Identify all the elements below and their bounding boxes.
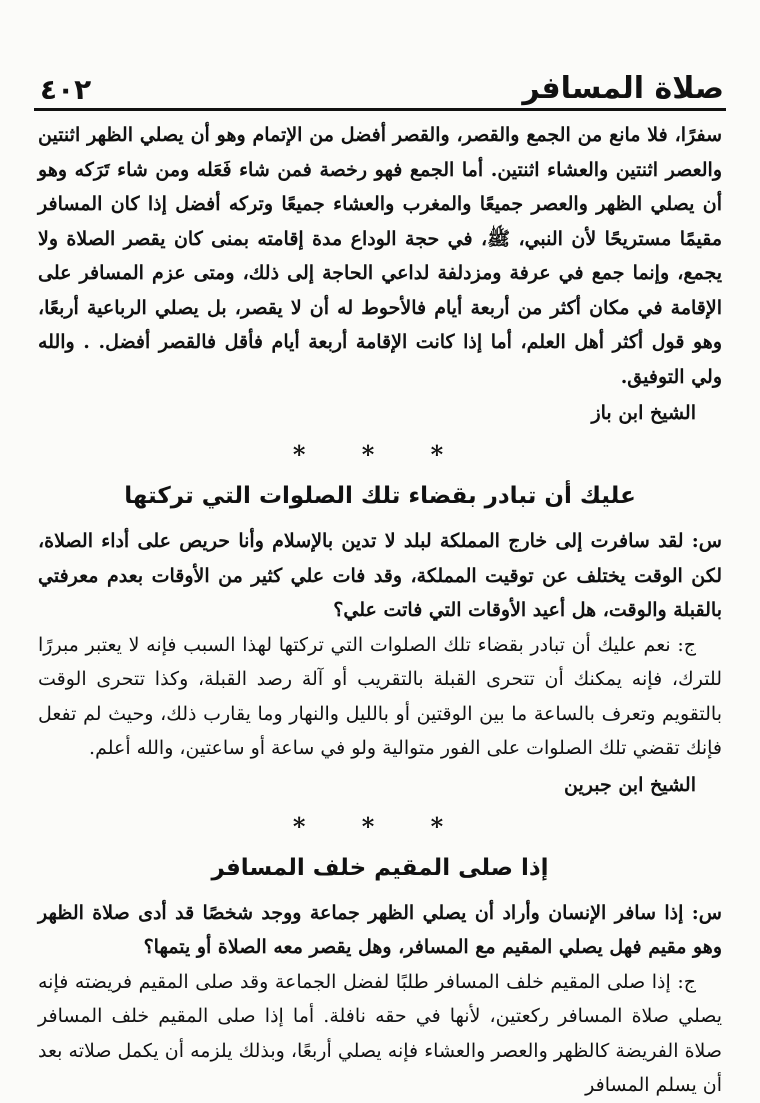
section-heading-resident-behind-traveler: إذا صلى المقيم خلف المسافر bbox=[211, 854, 549, 881]
section-separator: * * * bbox=[292, 811, 468, 841]
continuation-paragraph: سفرًا، فلا مانع من الجمع والقصر، والقصر أفضل من الإتمام وهو أن يصلي الظهر اثنتين والعصر اثنتين والعشاء اثنتين. أما الجمع فهو رخصة فمن شاء فَعَله ومن شاء تَرَكه وهو أن يصلي الظهر والعصر جميعًا والمغرب والعشاء جميعًا وتركه أفضل إذا كان المسافر مقيمًا مستريحًا لأن النبي، ﷺ، في حجة الوداع مدة إقامته بمنى كان يقصر الصلاة ولا يجمع، وإنما جمع في عرفة ومزدلفة لداعي الحاجة إلى ذلك، ومتى عزم المسافر على الإقامة في مكان أكثر من أربعة أيام فالأحوط له أن لا يقصر، بل يصلي الرباعية أربعًا، وهو قول أكثر أهل العلم، أما إذا كانت الإقامة أربعة أيام فأقل فالقصر أفضل. . والله ولي التوفيق. bbox=[38, 124, 722, 388]
answer-paragraph: ج: إذا صلى المقيم خلف المسافر طلبًا لفضل الجماعة وقد صلى المقيم فريضته فإنه يصلي صلاة المسافر ركعتين، لأنها في حقه نافلة. أما إذا صلى المقيم خلف المسافر صلاة الفريضة كالظهر والعصر والعشاء فإنه يصلي أربعًا، وبذلك يلزمه أن يكمل صلاته بعد أن يسلم المسافر bbox=[38, 970, 722, 1096]
signature-ibn-jibrin: الشيخ ابن جبرين bbox=[564, 773, 696, 796]
header-rule bbox=[34, 108, 726, 111]
section-heading-makeup-prayers: عليك أن تبادر بقضاء تلك الصلوات التي تركتها bbox=[124, 483, 636, 509]
running-title: صلاة المسافر bbox=[522, 71, 724, 106]
page-number: ٤٠٢ bbox=[40, 73, 92, 106]
question-paragraph: س: لقد سافرت إلى خارج المملكة لبلد لا تدين بالإسلام وأنا حريص على أداء الصلاة، لكن الوقت يختلف عن توقيت المملكة، وقد فات علي كثير من الأوقات بعدم معرفتي بالقبلة والوقت، هل أعيد الأوقات التي فاتت علي؟ bbox=[38, 530, 722, 621]
signature-ibn-baz: الشيخ ابن باز bbox=[591, 402, 696, 424]
question-paragraph: س: إذا سافر الإنسان وأراد أن يصلي الظهر جماعة ووجد شخصًا قد أدى صلاة الظهر وهو مقيم فهل يصلي المقيم مع المسافر، وهل يقصر معه الصلاة أو يتمها؟ bbox=[38, 901, 722, 958]
answer-paragraph: ج: نعم عليك أن تبادر بقضاء تلك الصلوات التي تركتها لهذا السبب فإنه لا يعتبر مبررًا للترك، فإنه يمكنك أن تتحرى القبلة بالتقريب أو آلة رصد القبلة، وكذا تتحرى الوقت بالتقويم وتعرف بالساعة ما بين الوقتين أو بالليل والنهار وما يقارب ذلك، وحيث لم تفعل فإنك تقضي تلك الصلوات على الفور متوالية ولو في ساعة أو ساعتين، والله أعلم. bbox=[38, 633, 722, 759]
section-separator: * * * bbox=[292, 440, 468, 469]
page-header bbox=[40, 64, 724, 104]
page-body bbox=[38, 114, 722, 1103]
